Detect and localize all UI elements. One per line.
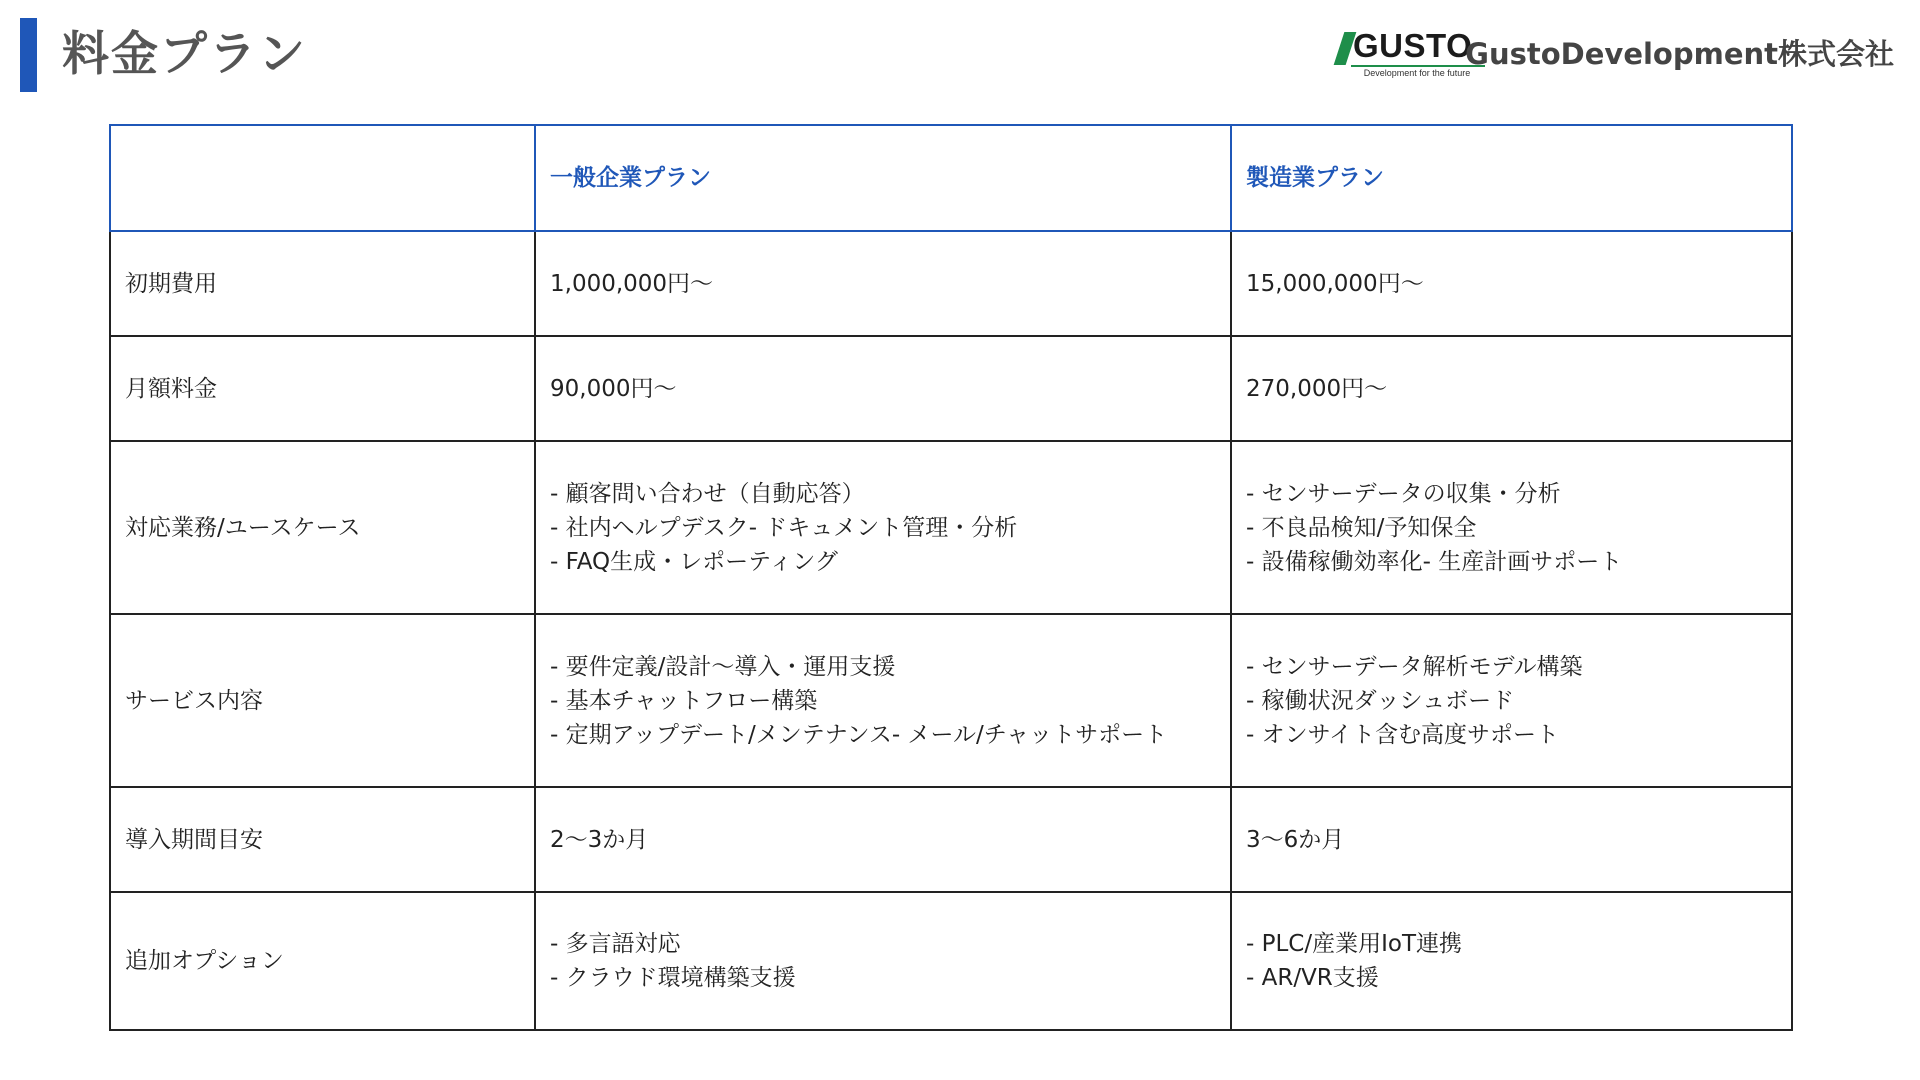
cell-line: 15,000,000円〜 [1246, 270, 1424, 297]
table-row-monthly-fee [110, 336, 1792, 441]
pricing-table [109, 124, 1793, 1031]
cell-line: - 要件定義/設計〜導入・運用支援 [550, 653, 896, 680]
general-cell [535, 441, 1231, 614]
row-label: 初期費用 [110, 231, 535, 336]
cell-line: 270,000円〜 [1246, 375, 1388, 402]
header-empty-cell [110, 125, 535, 231]
cell-line: - センサーデータの収集・分析 [1246, 480, 1561, 507]
logo-tagline: Development for the future [1363, 68, 1471, 78]
table-row-use-cases [110, 441, 1792, 614]
manufacturing-cell [1231, 614, 1792, 787]
cell-line: - PLC/産業用IoT連携 [1246, 931, 1463, 957]
table-row-initial-cost [110, 231, 1792, 336]
table-header-row [110, 125, 1792, 231]
cell-line: - 不良品検知/予知保全 [1246, 514, 1477, 541]
logo-wordmark: GUSTO [1353, 27, 1473, 64]
manufacturing-cell [1231, 441, 1792, 614]
header-general-plan: 一般企業プラン [535, 125, 1231, 231]
cell-line: - センサーデータ解析モデル構築 [1246, 653, 1583, 680]
cell-line: - 多言語対応 [550, 931, 681, 957]
row-label: 導入期間目安 [110, 787, 535, 892]
general-cell [535, 614, 1231, 787]
table-row-additional-options [110, 892, 1792, 1030]
cell-line: 90,000円〜 [550, 375, 677, 402]
general-cell [535, 787, 1231, 892]
cell-line: - クラウド環境構築支援 [550, 965, 796, 991]
cell-line: 2〜3か月 [550, 826, 649, 853]
row-label: 対応業務/ユースケース [110, 441, 535, 614]
table-row-service-content [110, 614, 1792, 787]
cell-line: - 設備稼働効率化- 生産計画サポート [1246, 548, 1623, 575]
cell-line: - オンサイト含む高度サポート [1246, 721, 1560, 748]
manufacturing-cell [1231, 231, 1792, 336]
cell-line: 3〜6か月 [1246, 826, 1345, 853]
cell-line: - 顧客問い合わせ（自動応答） [550, 480, 865, 507]
manufacturing-cell [1231, 336, 1792, 441]
cell-line: 1,000,000円〜 [550, 270, 714, 297]
cell-line: - FAQ生成・レポーティング [550, 548, 838, 575]
company-name: GustoDevelopment株式会社 [1465, 37, 1894, 71]
manufacturing-cell [1231, 892, 1792, 1030]
header-manufacturing-plan: 製造業プラン [1231, 125, 1792, 231]
page-title: 料金プラン [62, 27, 307, 82]
cell-line: - 稼働状況ダッシュボード [1246, 687, 1515, 714]
manufacturing-cell [1231, 787, 1792, 892]
cell-line: - AR/VR支援 [1246, 965, 1379, 991]
row-label: サービス内容 [110, 614, 535, 787]
general-cell [535, 892, 1231, 1030]
row-label: 追加オプション [110, 892, 535, 1030]
table-row-implementation-period [110, 787, 1792, 892]
title-accent-bar [20, 18, 37, 92]
row-label: 月額料金 [110, 336, 535, 441]
cell-line: - 基本チャットフロー構築 [550, 687, 818, 714]
cell-line: - 定期アップデート/メンテナンス- メール/チャットサポート [550, 721, 1168, 748]
cell-line: - 社内ヘルプデスク- ドキュメント管理・分析 [550, 514, 1018, 541]
general-cell [535, 231, 1231, 336]
general-cell [535, 336, 1231, 441]
